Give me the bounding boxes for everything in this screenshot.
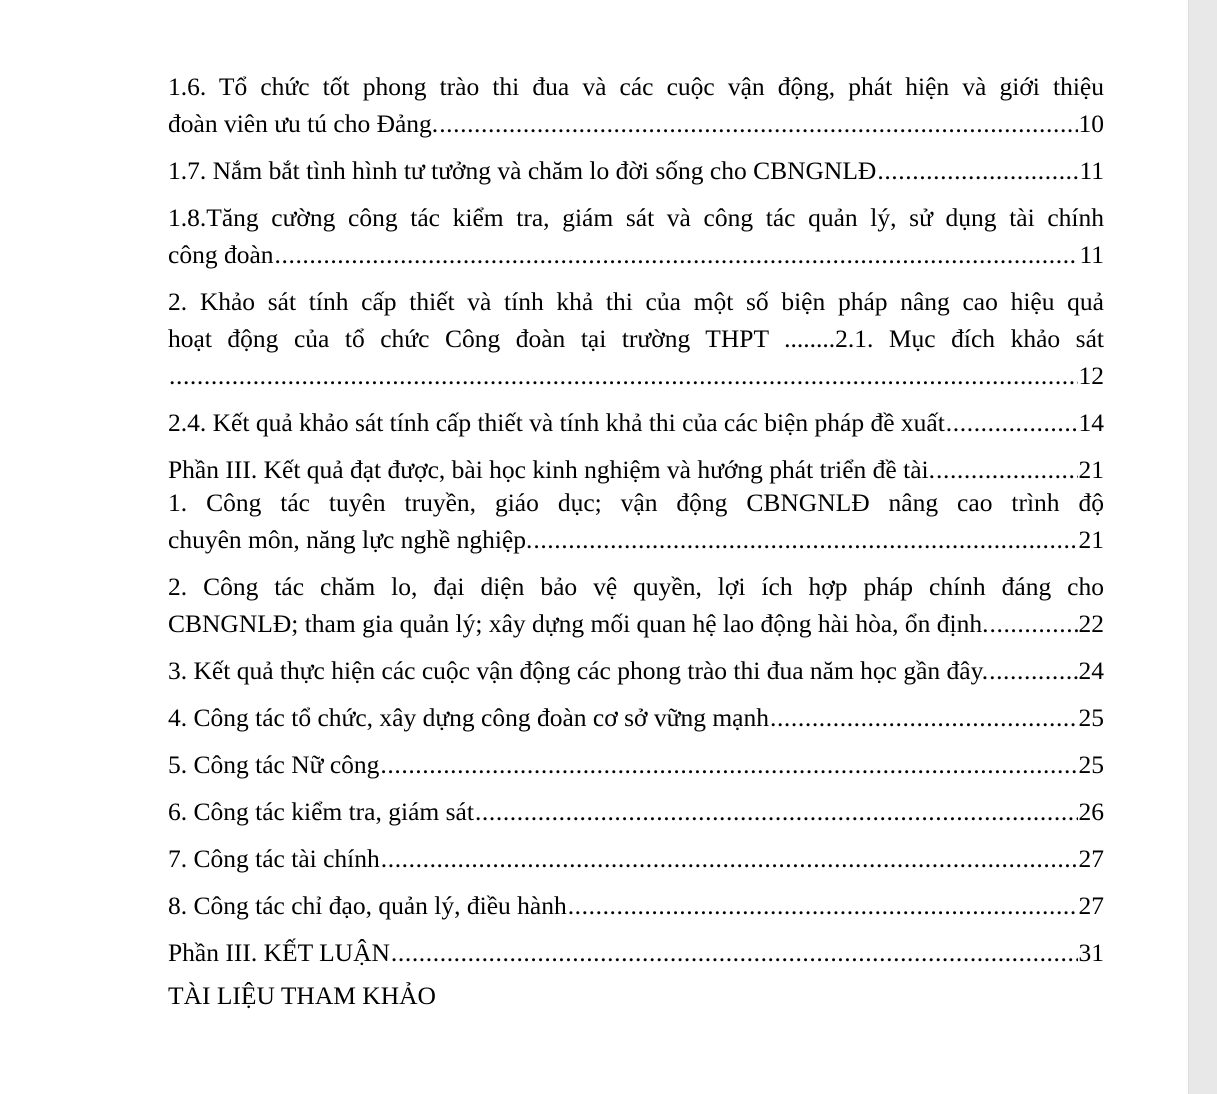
toc-entry[interactable] [168, 793, 1104, 830]
toc-page-number: 27 [1078, 891, 1104, 920]
toc-entry[interactable] [168, 699, 1104, 736]
toc-leader-dots [770, 699, 1078, 736]
toc-entry[interactable] [168, 199, 1104, 273]
toc-entry[interactable] [168, 68, 1104, 142]
toc-entry-text: 2. Công tác chăm lo, đại diện bảo vệ quyền, lợi ích hợp pháp chính đáng cho [168, 572, 1104, 601]
toc-entry-text: CBNGNLĐ; tham gia quản lý; xây dựng mối quan hệ lao động hài hòa, ổn định. [168, 609, 989, 638]
toc-entry[interactable] [168, 484, 1104, 558]
toc-entry-text: chuyên môn, năng lực nghề nghiệp. [168, 525, 533, 554]
toc-entry-text: đoàn viên ưu tú cho Đảng. [168, 109, 439, 138]
toc-page-number: 22 [1078, 609, 1104, 638]
toc-page-number: 24 [1078, 656, 1104, 685]
toc-entry-text: 1.7. Nắm bắt tình hình tư tưởng và chăm lo đời sống cho CBNGNLĐ [168, 156, 877, 185]
toc-entry-text: 1.8.Tăng cường công tác kiểm tra, giám sát và công tác quản lý, sử dụng tài chính [168, 203, 1104, 232]
toc-leader-dots [568, 887, 1078, 924]
toc-leader-dots [946, 404, 1078, 441]
toc-page-number: 21 [1078, 455, 1104, 484]
toc-entry-text: TÀI LIỆU THAM KHẢO [168, 981, 436, 1010]
toc-page-number: 26 [1078, 797, 1104, 826]
toc-entry[interactable] [168, 934, 1104, 971]
toc-entry-text: hoạt động của tổ chức Công đoàn tại trường THPT ........2.1. Mục đích khảo sát [168, 324, 1104, 353]
toc-entry-text: Phần III. KẾT LUẬN [168, 938, 390, 967]
toc-entry-text: 2.4. Kết quả khảo sát tính cấp thiết và tính khả thi của các biện pháp đề xuất [168, 408, 945, 437]
toc-entry[interactable] [168, 404, 1104, 441]
toc-leader-dots [380, 746, 1077, 783]
toc-entry[interactable] [168, 652, 1104, 689]
toc-page-number: 11 [1079, 240, 1104, 269]
toc-entry-text: công đoàn [168, 240, 274, 269]
toc-leader-dots [439, 105, 1077, 142]
toc-entry-text: 6. Công tác kiểm tra, giám sát [168, 797, 474, 826]
toc-leader-dots [533, 521, 1077, 558]
toc-page-number: 27 [1078, 844, 1104, 873]
toc-entry-text: 1. Công tác tuyên truyền, giáo dục; vận động CBNGNLĐ nâng cao trình độ [168, 488, 1104, 517]
toc-page-number: 21 [1078, 525, 1104, 554]
table-of-contents [168, 68, 1104, 1014]
toc-entry[interactable] [168, 840, 1104, 877]
toc-entry-text: 7. Công tác tài chính [168, 844, 380, 873]
toc-page-number: 25 [1078, 750, 1104, 779]
toc-entry-text: 8. Công tác chỉ đạo, quản lý, điều hành [168, 891, 567, 920]
toc-leader-dots [989, 652, 1077, 689]
toc-entry-text: 2. Khảo sát tính cấp thiết và tính khả thi của một số biện pháp nâng cao hiệu quả [168, 287, 1104, 316]
toc-entry-text: 4. Công tác tổ chức, xây dựng công đoàn cơ sở vững mạnh [168, 703, 769, 732]
toc-entry[interactable] [168, 283, 1104, 394]
toc-page-number: 31 [1078, 938, 1104, 967]
toc-leader-dots [391, 934, 1078, 971]
toc-entry[interactable] [168, 568, 1104, 642]
toc-entry[interactable] [168, 152, 1104, 189]
toc-page-number: 11 [1079, 156, 1104, 185]
toc-leader-dots [169, 357, 1078, 394]
toc-page-number: 25 [1078, 703, 1104, 732]
vertical-scrollbar[interactable] [1188, 0, 1217, 1094]
toc-leader-dots [381, 840, 1078, 877]
toc-leader-dots [936, 451, 1078, 488]
toc-leader-dots [275, 236, 1079, 273]
toc-entry-text: 1.6. Tổ chức tốt phong trào thi đua và các cuộc vận động, phát hiện và giới thiệu [168, 72, 1104, 101]
toc-entry-text: 5. Công tác Nữ công [168, 750, 380, 779]
toc-entry[interactable] [168, 451, 1104, 488]
toc-leader-dots [475, 793, 1078, 830]
toc-entry[interactable] [168, 977, 1104, 1014]
toc-leader-dots [990, 605, 1078, 642]
toc-page-number: 12 [1078, 361, 1104, 390]
toc-page-number: 10 [1078, 109, 1104, 138]
toc-leader-dots [877, 152, 1078, 189]
toc-entry[interactable] [168, 887, 1104, 924]
toc-page-number: 14 [1078, 408, 1104, 437]
toc-entry-text: Phần III. Kết quả đạt được, bài học kinh nghiệm và hướng phát triển đề tài. [168, 455, 935, 484]
toc-entry[interactable] [168, 746, 1104, 783]
toc-entry-text: 3. Kết quả thực hiện các cuộc vận động các phong trào thi đua năm học gần đây. [168, 656, 989, 685]
